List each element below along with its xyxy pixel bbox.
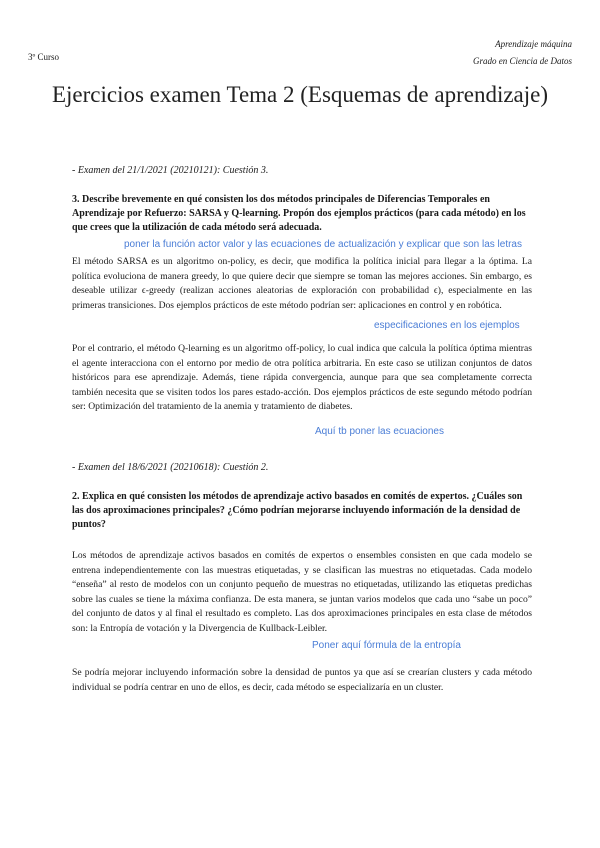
- degree-label: Grado en Ciencia de Datos: [473, 56, 572, 66]
- question-2: 2. Explica en qué consisten los métodos de aprendizaje activo basados en comités de expertos. ¿Cuáles son las dos aproximaciones principales? ¿Cómo podrían mejorarse incluyendo información de la densidad de puntos?: [72, 491, 523, 530]
- exam-session-1: - Examen del 21/1/2021 (20210121): Cuestión 3.: [72, 165, 269, 176]
- subject-label: Aprendizaje máquina: [495, 39, 572, 49]
- paragraph-densidad: Se podría mejorar incluyendo información sobre la densidad de puntos ya que así se crearían clusters y cada método individual se podría centrar en uno de ellos, es decir, cada método se especializaría en un cluster.: [72, 667, 532, 693]
- paragraph-qlearning: Por el contrario, el método Q-learning es un algoritmo off-policy, lo cual indica que calcula la política óptima mientras el agente interacciona con el entorno por medio de otra política arbitraria. En este caso se utilizan conjuntos de datos históricos para ese aprendizaje. Además, tiene rápida convergencia, aunque para que sea completamente correcta también necesita que se visiten todos los pares estado-acción. Dos ejemplos prácticos de este segundo método podrían ser: Optimización del tratamiento de la anemia y tratamiento de diabetes.: [72, 343, 532, 413]
- paragraph-comites: Los métodos de aprendizaje activos basados en comités de expertos o ensembles consisten en que cada modelo se entrena independientemente con las muestras etiquetadas, y se clasifican las muestras no etiquetadas. Cada modelo “enseña” al resto de modelos con un conjunto pequeño de muestras no etiquetadas, utilizando las etiquetas predichas sobre las cuales se tiene la máxima confianza. De esta manera, se juntan varios modelos que cada uno “sabe un poco” del conjunto de datos y al final el resultado es completo. Las dos aproximaciones principales en esta clase de métodos son: la Entropía de votación y la Divergencia de Kullback-Leibler.: [72, 550, 532, 634]
- annotation-ecuaciones: Aquí tb poner las ecuaciones: [315, 426, 444, 437]
- page-title: Ejercicios examen Tema 2 (Esquemas de aprendizaje): [51, 82, 549, 107]
- exam-session-2: - Examen del 18/6/2021 (20210618): Cuestión 2.: [72, 462, 269, 473]
- paragraph-sarsa: El método SARSA es un algoritmo on-policy, es decir, que modifica la política inicial para llegar a la óptima. La política evoluciona de manera greedy, lo que quiere decir que siempre se toman las mejores acciones. Sin embargo, es deseable utilizar ϵ-greedy (realizan acciones aleatorias de exploración con probabilidad ϵ), especialmente en las primeras transiciones. Dos ejemplos prácticos de este método podrían ser: aplicaciones en control y en robótica.: [72, 256, 532, 311]
- course-label: 3º Curso: [28, 52, 60, 62]
- annotation-ejemplos: especificaciones en los ejemplos: [374, 320, 520, 331]
- annotation-actor-valor: poner la función actor valor y las ecuaciones de actualización y explicar que son las letras: [124, 239, 522, 250]
- annotation-entropia: Poner aquí fórmula de la entropía: [312, 640, 461, 651]
- question-3: 3. Describe brevemente en qué consisten los dos métodos principales de Diferencias Temporales en Aprendizaje por Refuerzo: SARSA y Q-learning. Propón dos ejemplos prácticos (para cada método) en los que crees que la utilización de cada método será adecuada.: [72, 194, 526, 233]
- header-right: [473, 36, 572, 70]
